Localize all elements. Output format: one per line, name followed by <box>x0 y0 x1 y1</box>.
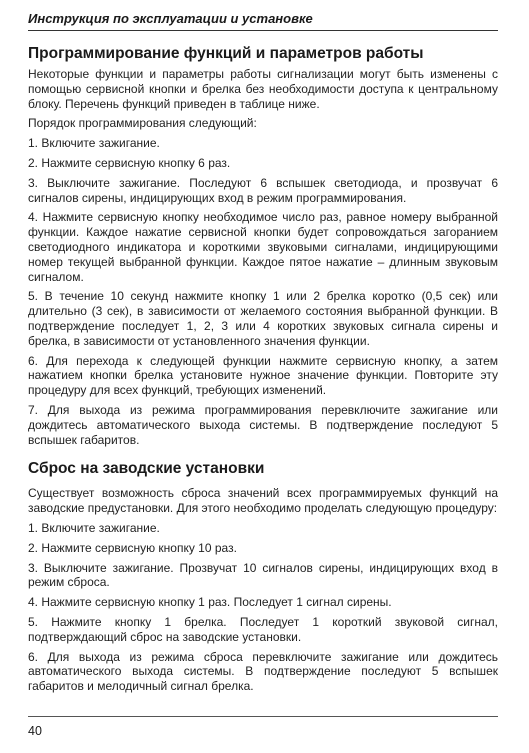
section-heading-factory-reset: Сброс на заводские установки <box>28 460 265 478</box>
step-item: 5. В течение 10 секунд нажмите кнопку 1 или 2 брелка коротко (0,5 сек) или длительно (3 сек), в зависимости от желаемого состояния выбранной функции. В подтверждение последует 1, 2, 3 или 4 коротких звуковых сигнала сирены и брелка, в зависимости от установленного значения функции. <box>28 289 498 348</box>
section-programming <box>28 44 498 447</box>
step-item: 1. Включите зажигание. <box>28 136 160 151</box>
header-divider <box>28 30 498 31</box>
footer-divider <box>28 716 498 717</box>
manual-page <box>28 0 498 753</box>
paragraph-order: Порядок программирования следующий: <box>28 116 257 131</box>
step-item: 2. Нажмите сервисную кнопку 10 раз. <box>28 540 237 555</box>
page-number: 40 <box>28 724 42 738</box>
step-item: 3. Выключите зажигание. Последуют 6 вспышек светодиода, и прозвучат 6 сигналов сирены, индицирующих вход в режим программирования. <box>28 175 498 205</box>
step-item: 4. Нажмите сервисную кнопку необходимое число раз, равное номеру выбранной функции. Каждое нажатие сервисной кнопки будет сопровождаться загоранием светодиодного индикатора и короткими звуковыми сигналами, индицирующими номер текущей выбранной функции. Каждое пятое нажатие – длинным звуковым сигналом. <box>28 210 498 284</box>
step-item: 6. Для перехода к следующей функции нажмите сервисную кнопку, а затем нажатием кнопки брелка установите нужное значение функции. Повторите эту процедуру для всех функций, требующих изменений. <box>28 353 498 398</box>
step-item: 1. Включите зажигание. <box>28 520 160 535</box>
running-header: Инструкция по эксплуатации и установке <box>28 11 313 26</box>
section-factory-reset <box>28 459 498 694</box>
step-item: 7. Для выхода из режима программирования перевключите зажигание или дождитесь автоматического выхода системы. В подтверждение последуют 5 вспышек габаритов. <box>28 402 498 447</box>
paragraph-intro: Некоторые функции и параметры работы сигнализации могут быть изменены с помощью сервисной кнопки и брелка без необходимости доступа к центральному блоку. Перечень функций приведен в таблице ниже. <box>28 67 498 111</box>
section-heading-programming: Программирование функций и параметров работы <box>28 45 424 62</box>
step-item: 5. Нажмите кнопку 1 брелка. Последует 1 короткий звуковой сигнал, подтверждающий сброс на заводские установки. <box>28 614 498 644</box>
paragraph-intro: Существует возможность сброса значений всех программируемых функций на заводские предустановки. Для этого необходимо проделать следующую процедуру: <box>28 486 498 516</box>
step-item: 3. Выключите зажигание. Прозвучат 10 сигналов сирены, индицирующих вход в режим сброса. <box>28 560 498 590</box>
step-item: 6. Для выхода из режима сброса перевключите зажигание или дождитесь автоматического выхода системы. В подтверждение последуют 5 вспышек габаритов и мелодичный сигнал брелка. <box>28 649 498 694</box>
step-item: 2. Нажмите сервисную кнопку 6 раз. <box>28 155 231 170</box>
step-item: 4. Нажмите сервисную кнопку 1 раз. Последует 1 сигнал сирены. <box>28 595 392 610</box>
page-content <box>28 44 498 699</box>
